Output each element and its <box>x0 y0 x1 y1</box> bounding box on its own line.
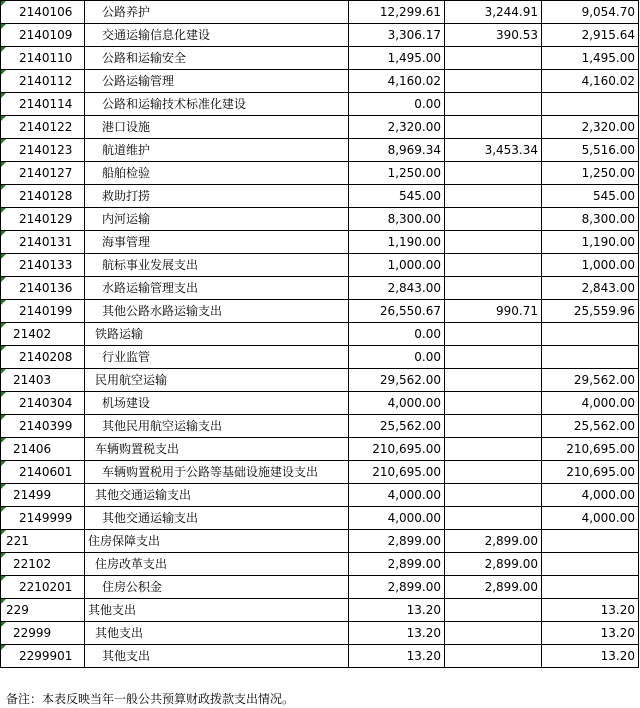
basic-expense-cell <box>445 507 542 530</box>
table-row <box>1 599 639 622</box>
total-cell: 0.00 <box>349 323 445 346</box>
code-cell: 2140110 <box>1 47 85 70</box>
basic-expense-cell <box>445 438 542 461</box>
table-row <box>1 530 639 553</box>
project-expense-cell: 2,843.00 <box>542 277 639 300</box>
project-expense-cell: 2,915.64 <box>542 24 639 47</box>
name-cell: 公路和运输技术标准化建设 <box>85 93 349 116</box>
total-cell: 29,562.00 <box>349 369 445 392</box>
basic-expense-cell <box>445 392 542 415</box>
project-expense-cell: 2,320.00 <box>542 116 639 139</box>
total-cell: 0.00 <box>349 93 445 116</box>
table-row <box>1 185 639 208</box>
project-expense-cell: 210,695.00 <box>542 461 639 484</box>
total-cell: 1,190.00 <box>349 231 445 254</box>
name-cell: 公路养护 <box>85 1 349 24</box>
total-cell: 210,695.00 <box>349 438 445 461</box>
code-cell: 2140129 <box>1 208 85 231</box>
name-cell: 水路运输管理支出 <box>85 277 349 300</box>
basic-expense-cell <box>445 599 542 622</box>
code-cell: 229 <box>1 599 85 622</box>
name-cell: 民用航空运输 <box>85 369 349 392</box>
project-expense-cell: 4,160.02 <box>542 70 639 93</box>
total-cell: 4,000.00 <box>349 392 445 415</box>
basic-expense-cell <box>445 231 542 254</box>
table-row <box>1 392 639 415</box>
name-cell: 其他公路水路运输支出 <box>85 300 349 323</box>
code-cell: 21402 <box>1 323 85 346</box>
name-cell: 内河运输 <box>85 208 349 231</box>
basic-expense-cell <box>445 254 542 277</box>
table-row <box>1 162 639 185</box>
name-cell: 船舶检验 <box>85 162 349 185</box>
project-expense-cell: 1,495.00 <box>542 47 639 70</box>
total-cell: 2,899.00 <box>349 553 445 576</box>
name-cell: 住房公积金 <box>85 576 349 599</box>
code-cell: 2140122 <box>1 116 85 139</box>
code-cell: 2140131 <box>1 231 85 254</box>
basic-expense-cell <box>445 622 542 645</box>
total-cell: 545.00 <box>349 185 445 208</box>
project-expense-cell <box>542 530 639 553</box>
table-row <box>1 415 639 438</box>
table-row <box>1 116 639 139</box>
name-cell: 其他交通运输支出 <box>85 507 349 530</box>
code-cell: 221 <box>1 530 85 553</box>
code-cell: 2140128 <box>1 185 85 208</box>
project-expense-cell <box>542 576 639 599</box>
basic-expense-cell: 2,899.00 <box>445 530 542 553</box>
basic-expense-cell: 2,899.00 <box>445 553 542 576</box>
name-cell: 住房保障支出 <box>85 530 349 553</box>
project-expense-cell: 5,516.00 <box>542 139 639 162</box>
table-row <box>1 438 639 461</box>
table-row <box>1 576 639 599</box>
project-expense-cell: 13.20 <box>542 645 639 668</box>
basic-expense-cell <box>445 116 542 139</box>
footnote: 备注：本表反映当年一般公共预算财政拨款支出情况。 <box>6 692 295 706</box>
basic-expense-cell <box>445 70 542 93</box>
table-row <box>1 300 639 323</box>
table-row <box>1 208 639 231</box>
total-cell: 8,300.00 <box>349 208 445 231</box>
name-cell: 铁路运输 <box>85 323 349 346</box>
name-cell: 交通运输信息化建设 <box>85 24 349 47</box>
basic-expense-cell <box>445 369 542 392</box>
code-cell: 21403 <box>1 369 85 392</box>
table-row <box>1 645 639 668</box>
code-cell: 22102 <box>1 553 85 576</box>
code-cell: 2140208 <box>1 346 85 369</box>
table-row <box>1 346 639 369</box>
table-row <box>1 277 639 300</box>
basic-expense-cell <box>445 461 542 484</box>
code-cell: 2140114 <box>1 93 85 116</box>
basic-expense-cell <box>445 93 542 116</box>
project-expense-cell: 9,054.70 <box>542 1 639 24</box>
name-cell: 住房改革支出 <box>85 553 349 576</box>
name-cell: 其他民用航空运输支出 <box>85 415 349 438</box>
code-cell: 2299901 <box>1 645 85 668</box>
total-cell: 8,969.34 <box>349 139 445 162</box>
code-cell: 2140304 <box>1 392 85 415</box>
basic-expense-cell <box>445 162 542 185</box>
basic-expense-cell <box>445 415 542 438</box>
project-expense-cell <box>542 93 639 116</box>
name-cell: 机场建设 <box>85 392 349 415</box>
code-cell: 2140133 <box>1 254 85 277</box>
total-cell: 12,299.61 <box>349 1 445 24</box>
name-cell: 其他支出 <box>85 622 349 645</box>
code-cell: 2149999 <box>1 507 85 530</box>
name-cell: 车辆购置税支出 <box>85 438 349 461</box>
basic-expense-cell: 3,453.34 <box>445 139 542 162</box>
name-cell: 其他交通运输支出 <box>85 484 349 507</box>
name-cell: 救助打捞 <box>85 185 349 208</box>
basic-expense-cell <box>445 645 542 668</box>
total-cell: 0.00 <box>349 346 445 369</box>
project-expense-cell: 13.20 <box>542 622 639 645</box>
code-cell: 2140199 <box>1 300 85 323</box>
project-expense-cell <box>542 553 639 576</box>
table-row <box>1 24 639 47</box>
code-cell: 22999 <box>1 622 85 645</box>
code-cell: 2140106 <box>1 1 85 24</box>
table-row <box>1 369 639 392</box>
code-cell: 21406 <box>1 438 85 461</box>
total-cell: 26,550.67 <box>349 300 445 323</box>
basic-expense-cell: 2,899.00 <box>445 576 542 599</box>
total-cell: 2,899.00 <box>349 576 445 599</box>
total-cell: 3,306.17 <box>349 24 445 47</box>
basic-expense-cell <box>445 346 542 369</box>
basic-expense-cell <box>445 47 542 70</box>
table-row <box>1 70 639 93</box>
table-row <box>1 139 639 162</box>
project-expense-cell <box>542 346 639 369</box>
basic-expense-cell: 390.53 <box>445 24 542 47</box>
project-expense-cell <box>542 323 639 346</box>
project-expense-cell: 29,562.00 <box>542 369 639 392</box>
basic-expense-cell <box>445 484 542 507</box>
total-cell: 1,495.00 <box>349 47 445 70</box>
name-cell: 港口设施 <box>85 116 349 139</box>
table-row <box>1 254 639 277</box>
table-row <box>1 622 639 645</box>
project-expense-cell: 13.20 <box>542 599 639 622</box>
total-cell: 13.20 <box>349 622 445 645</box>
project-expense-cell: 4,000.00 <box>542 507 639 530</box>
code-cell: 2140112 <box>1 70 85 93</box>
code-cell: 2140399 <box>1 415 85 438</box>
basic-expense-cell <box>445 185 542 208</box>
total-cell: 1,250.00 <box>349 162 445 185</box>
basic-expense-cell: 990.71 <box>445 300 542 323</box>
project-expense-cell: 25,559.96 <box>542 300 639 323</box>
table-row <box>1 1 639 24</box>
name-cell: 车辆购置税用于公路等基础设施建设支出 <box>85 461 349 484</box>
code-cell: 2140123 <box>1 139 85 162</box>
table-row <box>1 507 639 530</box>
total-cell: 4,160.02 <box>349 70 445 93</box>
total-cell: 1,000.00 <box>349 254 445 277</box>
project-expense-cell: 545.00 <box>542 185 639 208</box>
code-cell: 2210201 <box>1 576 85 599</box>
name-cell: 其他支出 <box>85 599 349 622</box>
total-cell: 13.20 <box>349 599 445 622</box>
name-cell: 航标事业发展支出 <box>85 254 349 277</box>
name-cell: 公路运输管理 <box>85 70 349 93</box>
total-cell: 2,843.00 <box>349 277 445 300</box>
table-row <box>1 93 639 116</box>
code-cell: 2140109 <box>1 24 85 47</box>
total-cell: 4,000.00 <box>349 507 445 530</box>
project-expense-cell: 8,300.00 <box>542 208 639 231</box>
total-cell: 4,000.00 <box>349 484 445 507</box>
name-cell: 海事管理 <box>85 231 349 254</box>
table-row <box>1 553 639 576</box>
name-cell: 行业监管 <box>85 346 349 369</box>
total-cell: 210,695.00 <box>349 461 445 484</box>
name-cell: 航道维护 <box>85 139 349 162</box>
table-row <box>1 47 639 70</box>
code-cell: 2140127 <box>1 162 85 185</box>
project-expense-cell: 210,695.00 <box>542 438 639 461</box>
code-cell: 2140136 <box>1 277 85 300</box>
project-expense-cell: 4,000.00 <box>542 392 639 415</box>
name-cell: 其他支出 <box>85 645 349 668</box>
table-row <box>1 484 639 507</box>
table-row <box>1 231 639 254</box>
basic-expense-cell <box>445 208 542 231</box>
project-expense-cell: 25,562.00 <box>542 415 639 438</box>
basic-expense-cell: 3,244.91 <box>445 1 542 24</box>
name-cell: 公路和运输安全 <box>85 47 349 70</box>
table-row <box>1 323 639 346</box>
basic-expense-cell <box>445 323 542 346</box>
total-cell: 13.20 <box>349 645 445 668</box>
project-expense-cell: 1,190.00 <box>542 231 639 254</box>
code-cell: 21499 <box>1 484 85 507</box>
basic-expense-cell <box>445 277 542 300</box>
code-cell: 2140601 <box>1 461 85 484</box>
total-cell: 2,899.00 <box>349 530 445 553</box>
table-body <box>1 1 639 668</box>
project-expense-cell: 4,000.00 <box>542 484 639 507</box>
total-cell: 2,320.00 <box>349 116 445 139</box>
project-expense-cell: 1,250.00 <box>542 162 639 185</box>
project-expense-cell: 1,000.00 <box>542 254 639 277</box>
total-cell: 25,562.00 <box>349 415 445 438</box>
table-row <box>1 461 639 484</box>
